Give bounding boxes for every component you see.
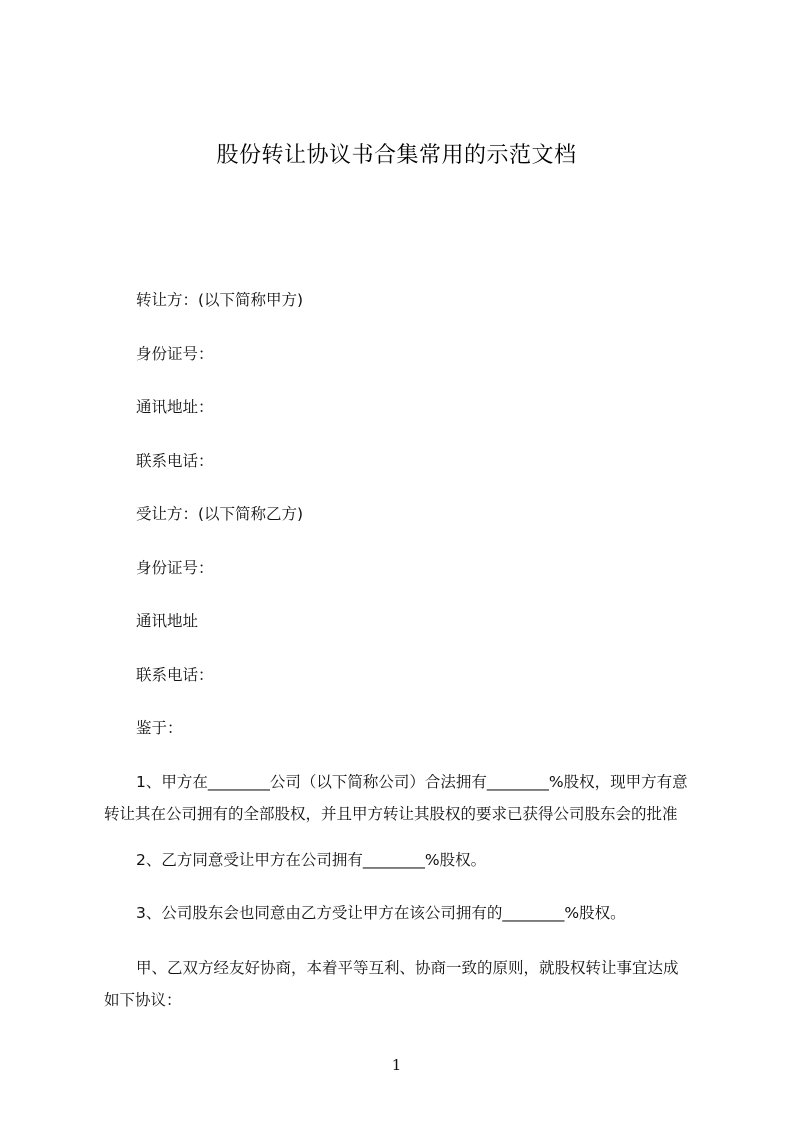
whereas-label: 鉴于：	[136, 719, 183, 737]
clause-1-line-2: 转让其在公司拥有的全部股权，并且甲方转让其股权的要求已获得公司股东会的批准	[104, 805, 678, 823]
closing-line-2: 如下协议：	[104, 991, 182, 1009]
document-title: 股份转让协议书合集常用的示范文档	[216, 143, 577, 168]
transferor-address-label: 通讯地址：	[136, 398, 214, 416]
transferee-id-label: 身份证号：	[136, 559, 214, 577]
closing-line-1: 甲、乙双方经友好协商，本着平等互利、协商一致的原则，就股权转让事宜达成	[136, 959, 679, 977]
transferee-address-label: 通讯地址	[136, 612, 199, 630]
transferee-label: 受让方：(以下简称乙方)	[136, 505, 304, 523]
transferee-phone-label: 联系电话：	[136, 666, 214, 684]
transferor-label: 转让方：(以下简称甲方)	[136, 291, 304, 309]
closing-paragraph	[104, 952, 704, 1016]
clause-1-line-1: 1、甲方在________公司（以下简称公司）合法拥有________%股权，现甲方有意	[136, 773, 688, 791]
clause-2: 2、乙方同意受让甲方在公司拥有________%股权。	[136, 851, 487, 869]
clause-3: 3、公司股东会也同意由乙方受让甲方在该公司拥有的________%股权。	[136, 904, 626, 922]
transferor-id-label: 身份证号：	[136, 345, 214, 363]
clause-1	[104, 766, 704, 830]
transferor-phone-label: 联系电话：	[136, 452, 214, 470]
page-number: 1	[391, 1056, 402, 1074]
